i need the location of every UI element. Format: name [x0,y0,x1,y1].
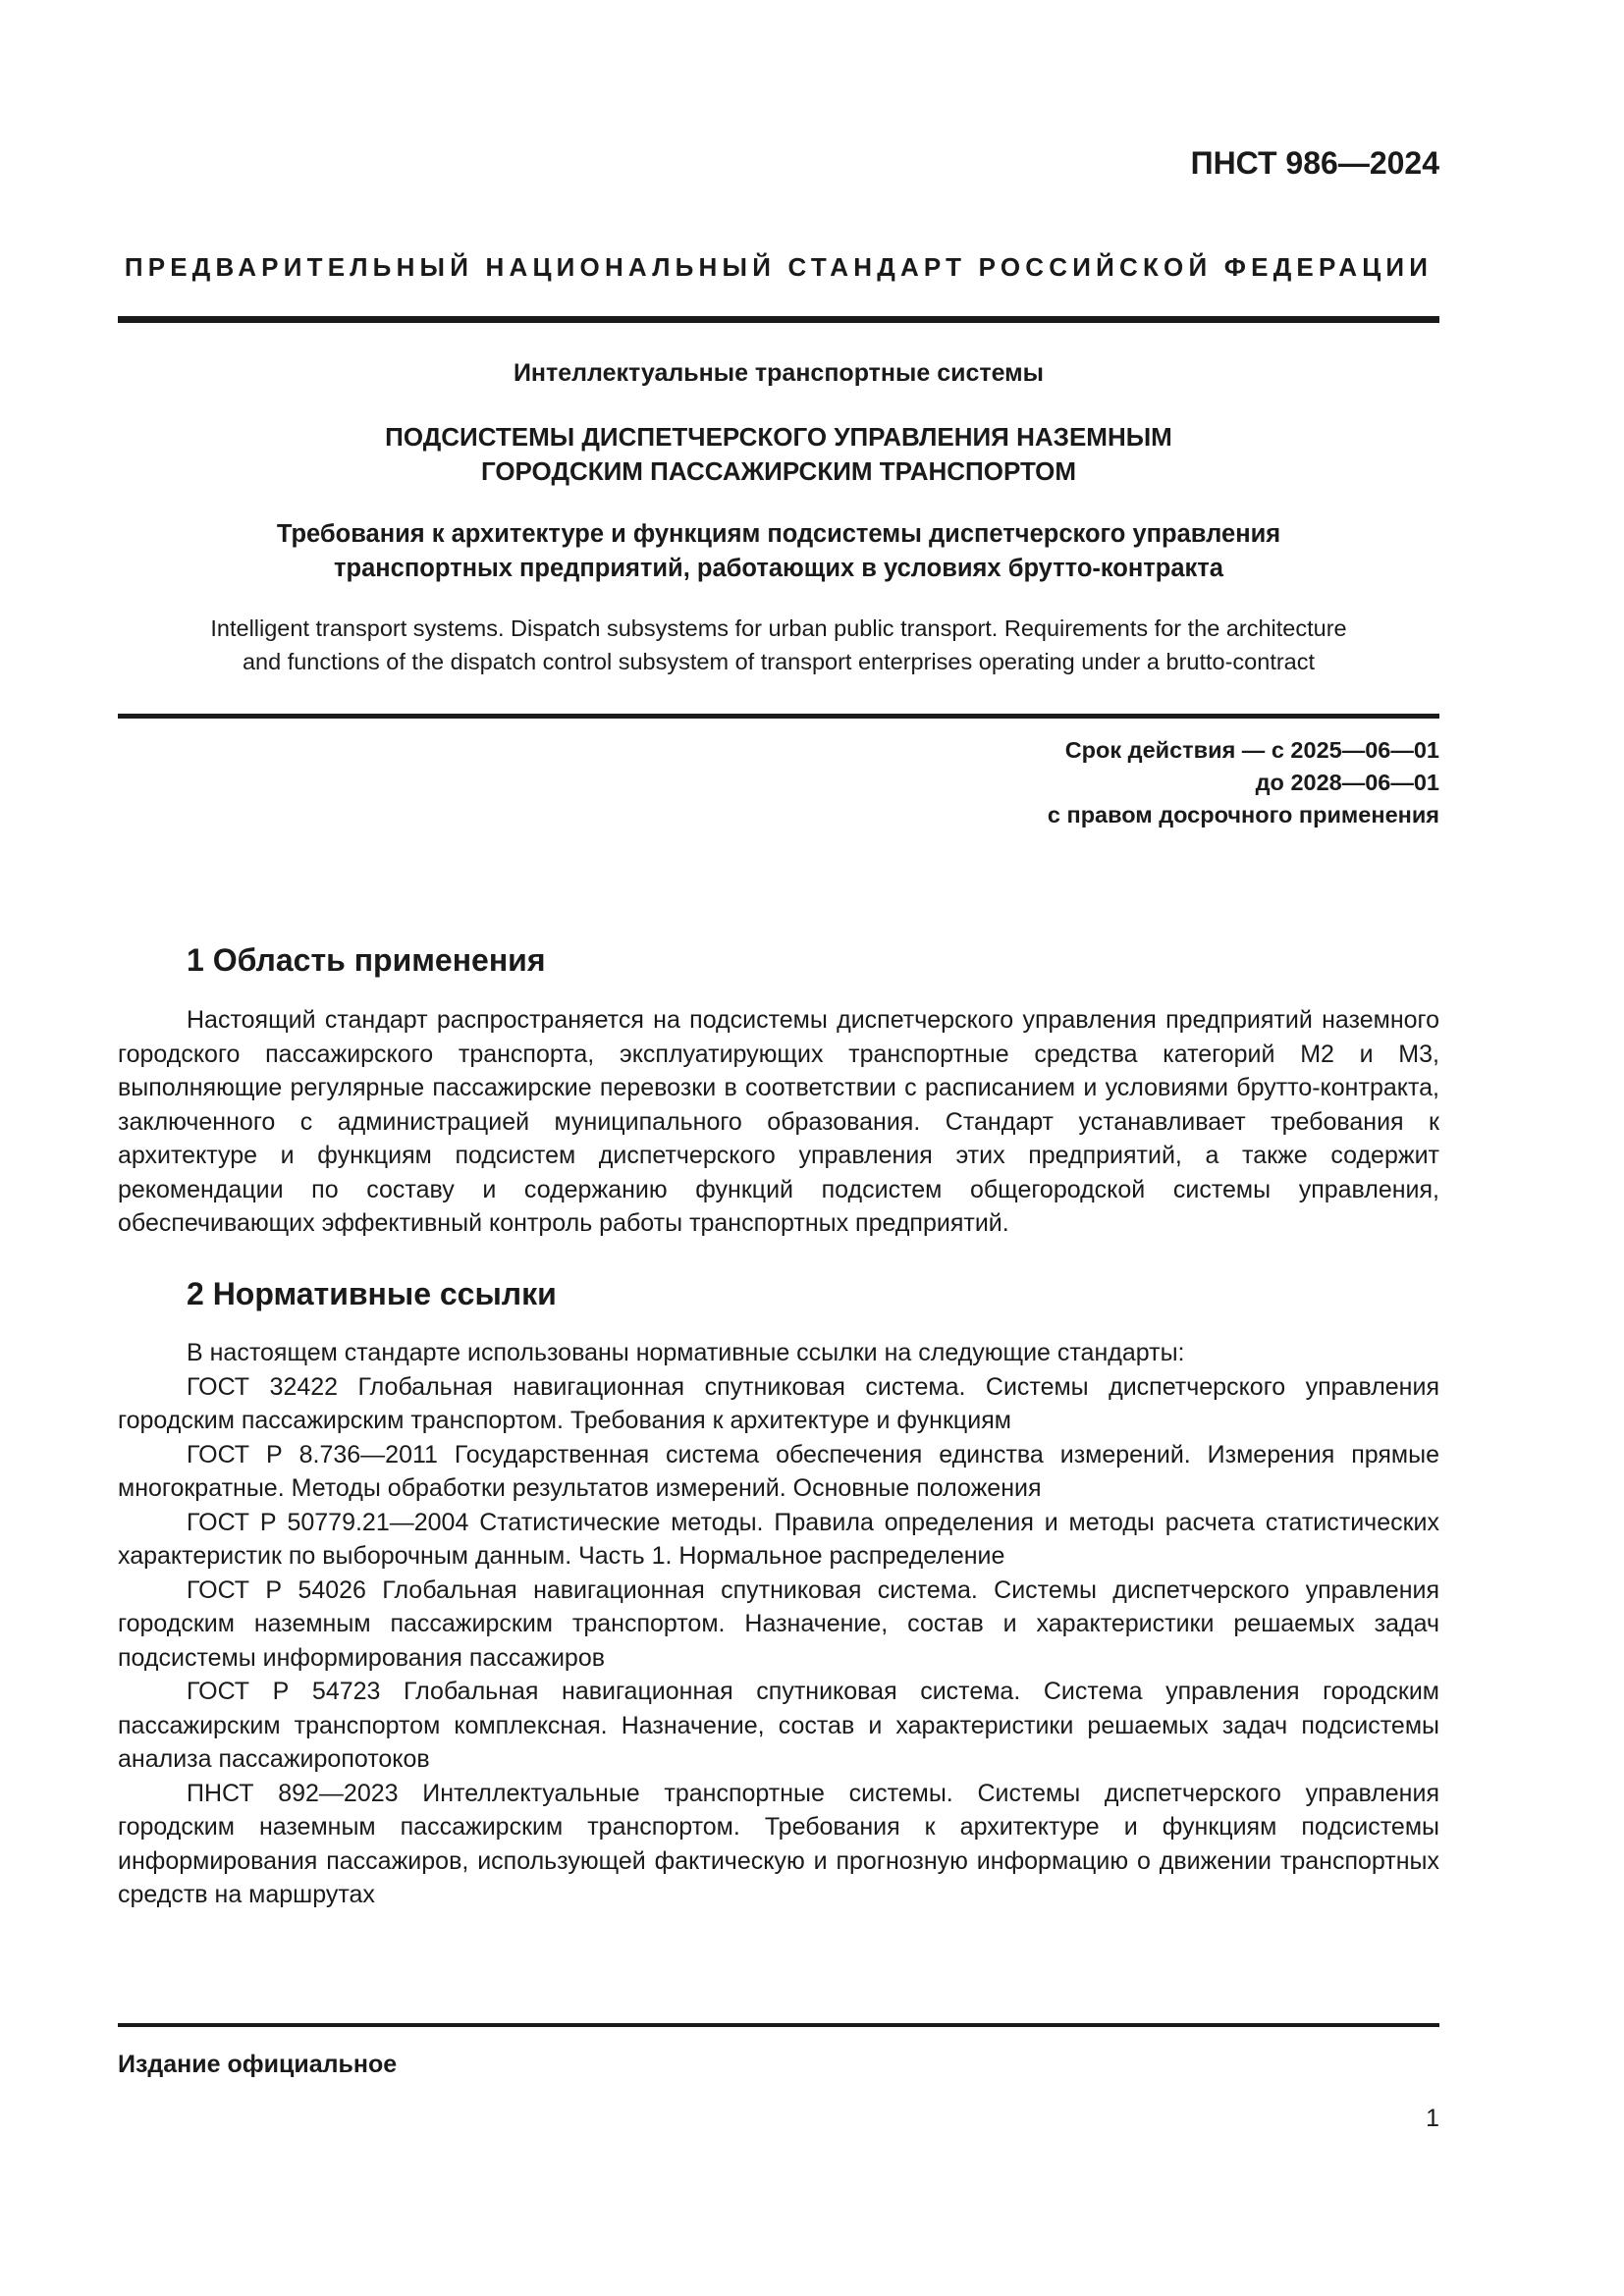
english-title-line: Intelligent transport systems. Dispatch subsystems for urban public transport. Requirements for the architecture [210,615,1347,641]
validity-note: с правом досрочного применения [1047,802,1439,828]
reference-item: ГОСТ 32422 Глобальная навигационная спутниковая система. Системы диспетчерского управления городским пассажирским транспортом. Требования к архитектуре и функциям [118,1372,1439,1434]
page-number: 1 [1426,2105,1439,2132]
document-type-heading: ПРЕДВАРИТЕЛЬНЫЙ НАЦИОНАЛЬНЫЙ СТАНДАРТ РОССИЙСКОЙ ФЕДЕРАЦИИ [124,252,1434,282]
english-title-line: and functions of the dispatch control subsystem of transport enterprises operating under a brutto-contract [242,649,1316,674]
section-1-title: 1 Область применения [187,942,546,978]
reference-item: ГОСТ Р 50779.21—2004 Статистические методы. Правила определения и методы расчета статистических характеристик по выборочным данным. Часть 1. Нормальное распределение [118,1508,1439,1570]
bottom-divider [118,2023,1439,2027]
document-number: ПНСТ 986—2024 [1190,145,1439,181]
reference-item: ГОСТ Р 8.736—2011 Государственная система обеспечения единства измерений. Измерения прямые многократные. Методы обработки результатов измерений. Основные положения [118,1440,1439,1502]
top-divider [118,316,1439,323]
subtitle [118,517,1439,586]
reference-item: ГОСТ Р 54026 Глобальная навигационная спутниковая система. Системы диспетчерского управления городским наземным пассажирским транспортом. Назначение, состав и характеристики решаемых задач подсистемы информирования пассажиров [118,1575,1439,1672]
section-2-intro: В настоящем стандарте использованы нормативные ссылки на следующие стандарты: [187,1339,1185,1366]
section-1-body [118,1003,1439,1241]
main-title [118,420,1439,489]
section-2-body [118,1336,1439,1912]
validity-to: до 2028—06—01 [1255,770,1439,795]
main-title-line: ГОРОДСКИМ ПАССАЖИРСКИМ ТРАНСПОРТОМ [480,456,1077,486]
section-1-paragraph: Настоящий стандарт распространяется на подсистемы диспетчерского управления предприятий наземного городского пассажирского транспорта, эксплуатирующих транспортные средства категорий М2 и М3, выполняющие регулярные пассажирские перевозки в соответствии с расписанием и условиями брутто-контракта, заключенного с администрацией муниципального образования. Стандарт устанавливает требования к архитектуре и функциям подсистем диспетчерского управления этих предприятий, а также содержит рекомендации по составу и содержанию функций подсистем общегородской системы управления, обеспечивающих эффективный контроль работы транспортных предприятий. [118,1006,1439,1237]
subtitle-line: Требования к архитектуре и функциям подсистемы диспетчерского управления [276,520,1281,548]
reference-item: ПНСТ 892—2023 Интеллектуальные транспортные системы. Системы диспетчерского управления городским наземным пассажирским транспортом. Требования к архитектуре и функциям подсистемы информирования пассажиров, использующей фактическую и прогнозную информацию о движении транспортных средств на маршрутах [118,1779,1439,1908]
validity-from: Срок действия — с 2025—06—01 [1064,737,1439,763]
main-title-line: ПОДСИСТЕМЫ ДИСПЕТЧЕРСКОГО УПРАВЛЕНИЯ НАЗЕМНЫМ [385,422,1172,452]
validity-period [1048,734,1439,831]
edition-label: Издание официальное [118,2051,398,2078]
title-group: Интеллектуальные транспортные системы [513,359,1045,387]
section-2-title: 2 Нормативные ссылки [187,1276,557,1311]
subtitle-line: транспортных предприятий, работающих в условиях брутто-контракта [334,555,1223,582]
reference-item: ГОСТ Р 54723 Глобальная навигационная спутниковая система. Система управления городским пассажирским транспортом комплексная. Назначение, состав и характеристики решаемых задач подсистемы анализа пассажиропотоков [118,1678,1439,1773]
english-title [118,612,1439,678]
middle-divider [118,714,1439,719]
